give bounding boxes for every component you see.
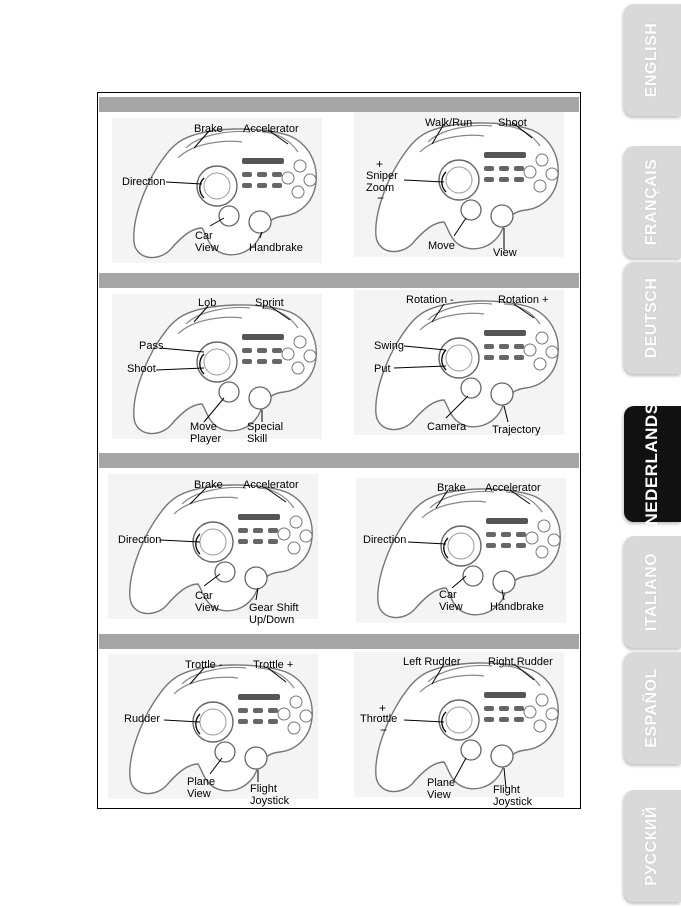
label-rotation-minus: Rotation - xyxy=(406,294,454,306)
label-gear-shift: Gear Shift Up/Down xyxy=(249,602,299,626)
tab-italiano[interactable] xyxy=(624,536,681,648)
label-swing: Swing xyxy=(374,340,404,352)
label-direction-3: Direction xyxy=(363,534,407,546)
tab-francais-label: FRANÇAIS xyxy=(643,158,660,246)
label-trottle-plus: Trottle + xyxy=(253,659,294,671)
label-flight-joystick: Flight Joystick xyxy=(250,783,290,807)
label-camera: Camera xyxy=(427,421,467,433)
label-put: Put xyxy=(374,363,391,375)
label-car-view: Car View xyxy=(195,230,219,254)
section-band-2 xyxy=(99,273,579,288)
section-band-4 xyxy=(99,634,579,649)
label-handbrake: Handbrake xyxy=(249,242,303,254)
label-plane-view-2: Plane View xyxy=(427,777,456,801)
tab-deutsch-label: DEUTSCH xyxy=(643,277,660,359)
label-handbrake-3: Handbrake xyxy=(490,601,544,613)
tab-english-label: ENGLISH xyxy=(643,22,660,98)
label-direction: Direction xyxy=(122,176,166,188)
label-accelerator: Accelerator xyxy=(243,123,299,135)
label-accelerator-2: Accelerator xyxy=(243,479,299,491)
label-right-rudder: Right Rudder xyxy=(488,656,553,668)
label-car-view-2: Car View xyxy=(195,590,219,614)
tab-italiano-label: ITALIANO xyxy=(643,552,660,632)
label-accelerator-3: Accelerator xyxy=(485,482,541,494)
tab-english[interactable] xyxy=(624,4,681,116)
label-throttle: Throttle xyxy=(360,713,398,725)
label-lob: Lob xyxy=(198,297,217,309)
label-brake: Brake xyxy=(194,123,223,135)
label-minus: − xyxy=(377,191,385,205)
label-shoot: Shoot xyxy=(498,117,527,129)
section-band-1 xyxy=(99,97,579,112)
label-plus: + xyxy=(376,157,384,171)
label-move-player: Move Player xyxy=(190,421,222,445)
tab-russian-label: РУССКИЙ xyxy=(643,806,660,886)
label-direction-2: Direction xyxy=(118,534,162,546)
label-pass: Pass xyxy=(139,340,164,352)
tab-espanol[interactable] xyxy=(624,652,681,764)
label-walk-run: Walk/Run xyxy=(425,117,473,129)
label-minus-2: − xyxy=(380,723,388,737)
tab-russian[interactable] xyxy=(624,790,681,902)
label-car-view-3: Car View xyxy=(439,589,463,613)
label-shoot-soccer: Shoot xyxy=(127,363,156,375)
label-brake-2: Brake xyxy=(194,479,223,491)
tab-nederlands-label: NEDERLANDS xyxy=(642,402,661,526)
tab-deutsch[interactable] xyxy=(624,262,681,374)
label-brake-3: Brake xyxy=(437,482,466,494)
label-rotation-plus: Rotation + xyxy=(498,294,549,306)
label-move: Move xyxy=(428,240,455,252)
label-view: View xyxy=(493,247,517,259)
label-flight-joystick-2: Flight Joystick xyxy=(493,784,533,808)
label-rudder: Rudder xyxy=(124,713,161,725)
label-left-rudder: Left Rudder xyxy=(403,656,461,668)
tab-espanol-label: ESPAÑOL xyxy=(643,668,660,748)
label-plus-2: + xyxy=(379,701,387,715)
label-sniper-zoom: Sniper Zoom xyxy=(366,170,398,194)
label-sprint: Sprint xyxy=(255,297,284,309)
section-band-3 xyxy=(99,453,579,468)
label-special-skill: Special Skill xyxy=(247,421,284,445)
tab-nederlands[interactable] xyxy=(624,402,681,526)
label-trottle-minus: Trottle - xyxy=(185,659,223,671)
label-plane-view: Plane View xyxy=(187,776,216,800)
tab-francais[interactable] xyxy=(624,146,681,258)
label-trajectory: Trajectory xyxy=(492,424,541,436)
